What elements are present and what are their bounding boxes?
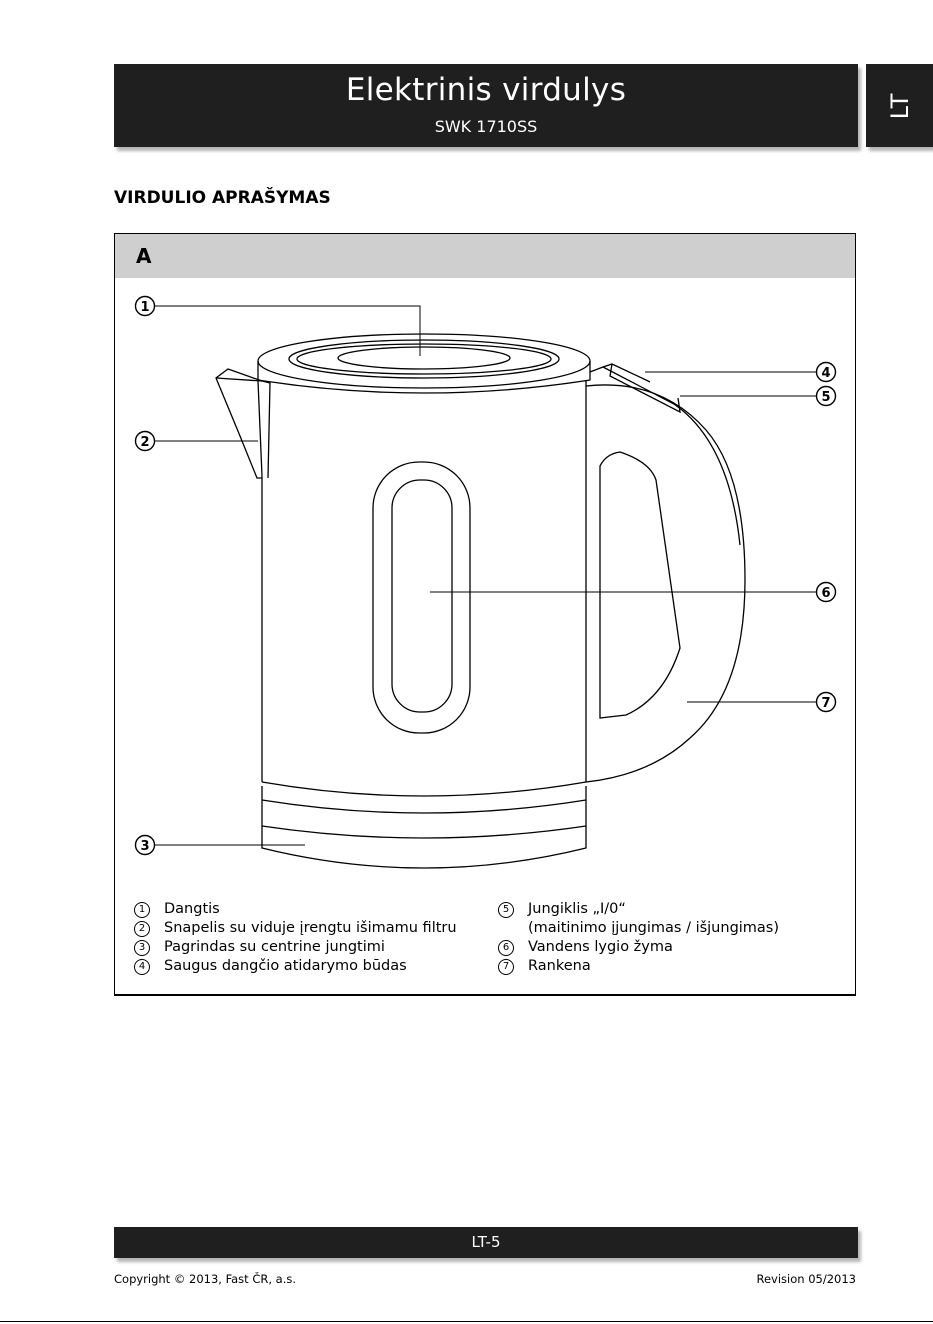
legend-number: 6	[498, 940, 514, 956]
legend-number: 3	[134, 940, 150, 956]
footer-bar	[114, 1227, 858, 1258]
leader-lines	[155, 306, 816, 845]
callout-7: 7	[821, 696, 831, 711]
water-window	[373, 462, 470, 733]
callout-5: 5	[821, 390, 831, 405]
callout-6: 6	[821, 586, 831, 601]
page-bottom-rule	[0, 1321, 933, 1322]
legend-text: Saugus dangčio atidarymo būdas	[164, 958, 407, 974]
legend-item	[498, 957, 779, 976]
legend-item	[498, 900, 779, 919]
page-number: LT-5	[471, 1233, 501, 1251]
legend-left	[134, 900, 457, 976]
callout-1: 1	[140, 300, 150, 315]
revision: Revision 05/2013	[756, 1272, 856, 1286]
legend-text: Rankena	[528, 958, 591, 974]
copyright: Copyright © 2013, Fast ČR, a.s.	[114, 1272, 297, 1286]
legend-right	[498, 900, 779, 976]
kettle-handle	[586, 364, 745, 782]
section-heading: VIRDULIO APRAŠYMAS	[114, 188, 331, 208]
legend-text: Vandens lygio žyma	[528, 939, 673, 955]
legend-item	[134, 919, 457, 938]
legend-item	[134, 938, 457, 957]
model-number: SWK 1710SS	[434, 117, 538, 136]
legend-item	[134, 900, 457, 919]
legend-item	[498, 938, 779, 957]
figure-label: A	[136, 244, 152, 268]
legend-text: Dangtis	[164, 901, 220, 917]
callout-3: 3	[140, 839, 150, 854]
callout-4: 4	[821, 366, 831, 381]
legend-text: Snapelis su viduje įrengtu išimamu filtru	[164, 920, 457, 936]
document-title: Elektrinis virdulys	[345, 72, 627, 108]
kettle-base	[262, 786, 586, 868]
kettle-body	[258, 361, 590, 796]
language-code: LT	[885, 92, 914, 119]
legend-text: Jungiklis „I/0“	[528, 901, 626, 917]
legend-number: 5	[498, 902, 514, 918]
legend-text-continuation: (maitinimo įjungimas / išjungimas)	[528, 920, 780, 936]
legend-number: 4	[134, 959, 150, 975]
legend-number: 7	[498, 959, 514, 975]
legend-text: Pagrindas su centrine jungtimi	[164, 939, 385, 955]
legend-number: 1	[134, 902, 150, 918]
legend-item	[134, 957, 457, 976]
callout-2: 2	[140, 435, 150, 450]
legend-number: 2	[134, 921, 150, 937]
kettle-lid	[258, 334, 590, 388]
